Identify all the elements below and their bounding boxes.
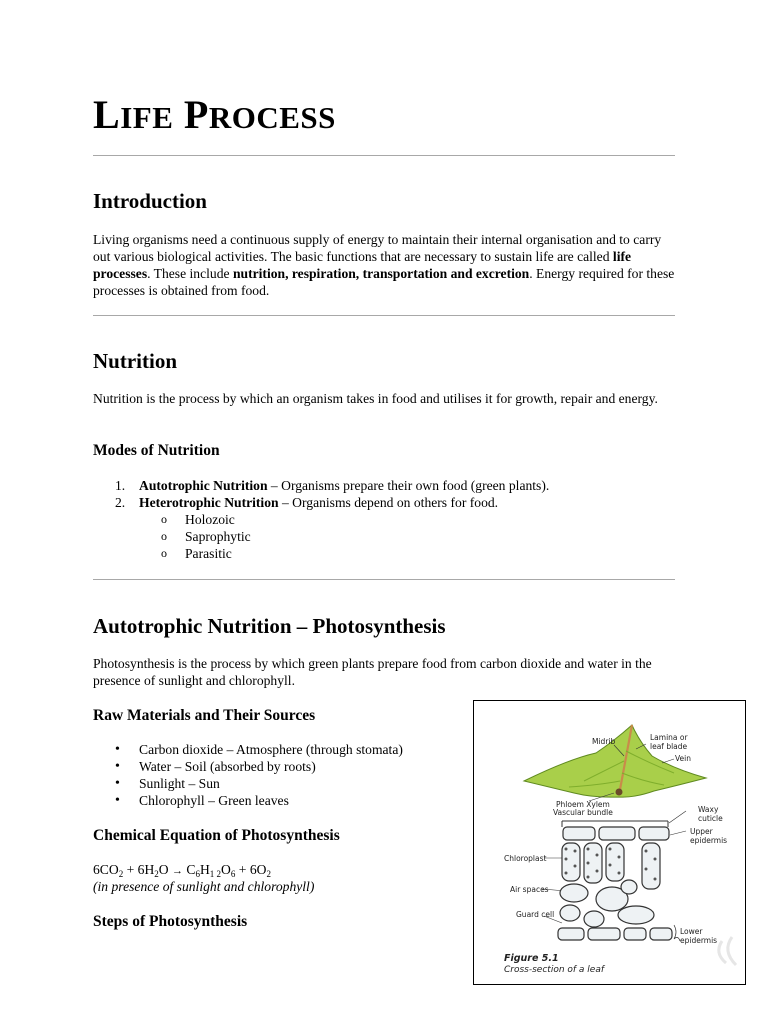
list-item: o Holozoic <box>161 512 235 527</box>
label-upper: Upper <box>690 827 713 836</box>
photosynthesis-equation: $6CO_2 + 6H_2O \to C_6H_{1 2}O_6 + 6O_2$ <box>93 862 271 879</box>
lower-epidermis-cells <box>558 928 672 940</box>
photosynthesis-paragraph: Photosynthesis is the process by which green plants prepare food from carbon dioxide and water in the presence of sunlight and chlorophyll. <box>93 656 652 688</box>
divider <box>93 315 675 316</box>
leaf-diagram <box>474 701 745 984</box>
divider <box>93 155 675 156</box>
list-item: • Sunlight – Sun <box>115 776 220 791</box>
heading-introduction: Introduction <box>93 189 207 213</box>
figure-number: Figure 5.1 <box>504 953 559 964</box>
page-title: LIFE PROCESS <box>93 92 336 137</box>
heading-nutrition: Nutrition <box>93 349 177 373</box>
label-guard-cell: Guard cell <box>516 910 555 919</box>
heading-raw-materials: Raw Materials and Their Sources <box>93 707 316 724</box>
heading-modes-of-nutrition: Modes of Nutrition <box>93 442 220 459</box>
intro-paragraph: Living organisms need a continuous supply of energy to maintain their internal organisation and to carry out various biological activities. The basic functions that are necessary to sustain life are called life processes. These include nutrition, respiration, transportation and excretion. Energy required for these processes is obtained from food. <box>93 232 675 298</box>
leaf-cross-section-figure <box>473 700 746 985</box>
upper-epidermis-cells <box>563 827 669 840</box>
label-lower-epidermis: epidermis <box>680 936 718 945</box>
list-item: • Water – Soil (absorbed by roots) <box>115 759 316 774</box>
spongy-cells <box>560 880 654 927</box>
label-leaf-blade: leaf blade <box>650 742 688 751</box>
heterotrophic-types-list <box>161 511 251 562</box>
list-item: • Carbon dioxide – Atmosphere (through stomata) <box>115 742 403 757</box>
figure-caption: Cross-section of a leaf <box>504 965 605 975</box>
list-item: o Saprophytic <box>161 529 251 544</box>
label-vein: Vein <box>675 754 691 763</box>
label-cuticle: cuticle <box>698 814 723 823</box>
label-phloem-xylem: Phloem Xylem <box>556 800 610 809</box>
label-lower: Lower <box>680 927 703 936</box>
modes-list <box>93 477 549 511</box>
label-air-spaces: Air spaces <box>510 885 549 894</box>
heading-chemical-equation: Chemical Equation of Photosynthesis <box>93 827 340 844</box>
nutrition-paragraph: Nutrition is the process by which an organism takes in food and utilises it for growth, repair and energy. <box>93 391 658 406</box>
list-item: 2. Heterotrophic Nutrition – Organisms depend on others for food. <box>115 495 499 510</box>
raw-materials-list <box>93 741 403 809</box>
label-upper-epidermis: epidermis <box>690 836 728 845</box>
label-vascular-bundle: Vascular bundle <box>553 808 613 817</box>
equation-condition: (in presence of sunlight and chlorophyll) <box>93 879 315 894</box>
divider <box>93 579 675 580</box>
heading-steps: Steps of Photosynthesis <box>93 913 248 930</box>
label-chloroplast: Chloroplast <box>504 854 547 863</box>
list-item: • Chlorophyll – Green leaves <box>115 793 289 808</box>
heading-photosynthesis: Autotrophic Nutrition – Photosynthesis <box>93 614 446 638</box>
list-item: o Parasitic <box>161 546 232 561</box>
label-waxy: Waxy <box>698 805 719 814</box>
label-midrib: Midrib <box>592 737 616 746</box>
list-item: 1. Autotrophic Nutrition – Organisms prepare their own food (green plants). <box>115 478 550 493</box>
label-lamina: Lamina or <box>650 733 688 742</box>
